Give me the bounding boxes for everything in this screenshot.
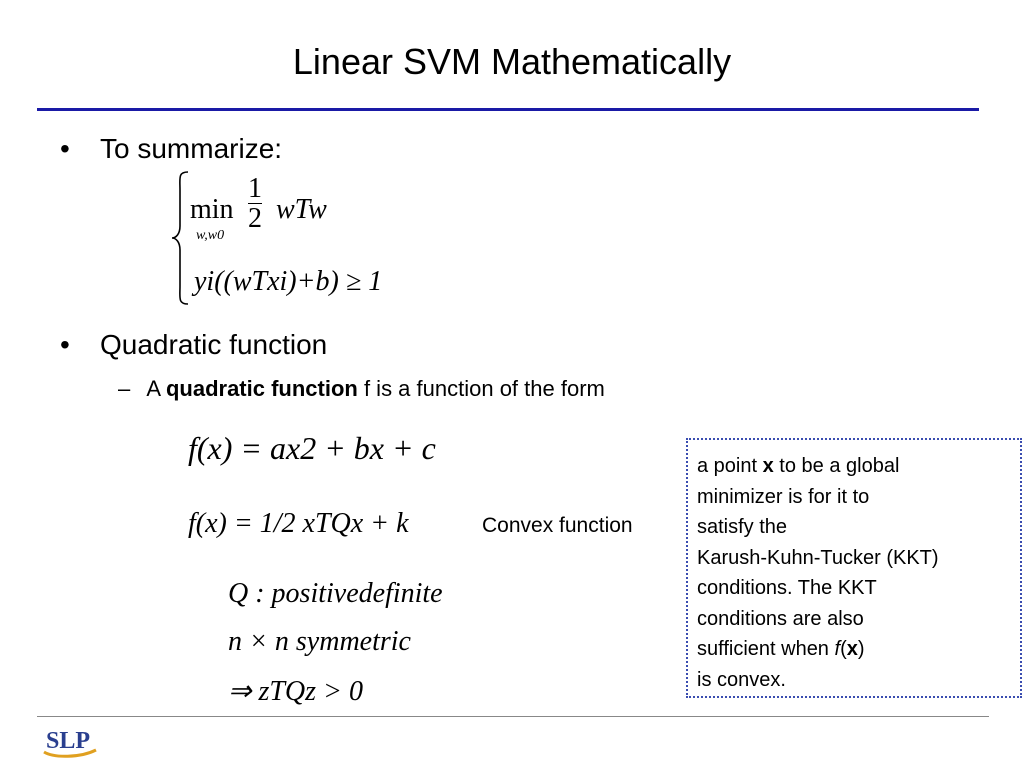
margin-constraint: yi((wTxi)+b) ≥ 1 [194, 266, 383, 297]
convex-function-label: Convex function [482, 514, 633, 537]
fraction-numerator: 1 [248, 173, 262, 204]
kkt-line: minimizer is for it to [697, 485, 870, 508]
kkt-italic-f: f [834, 638, 841, 660]
sub-bullet-prefix: A [146, 376, 166, 401]
kkt-text-part: to be a global [773, 455, 900, 477]
quadratic-matrix-form: f(x) = 1/2 xTQx + k [188, 508, 409, 539]
sub-bullet-marker: – [118, 376, 131, 401]
kkt-text-part: ) [857, 638, 865, 660]
bullet-marker: • [60, 329, 70, 360]
sub-bullet-bold: quadratic function [165, 376, 358, 401]
bullet-marker: • [60, 133, 70, 164]
positive-definite-condition: Q : positivedefinite [228, 578, 443, 609]
sub-bullet-suffix: f is a function of the form [357, 376, 605, 401]
logo-text: SLP [46, 728, 91, 754]
min-operator: min [190, 194, 234, 225]
kkt-line: conditions. The KKT [697, 577, 877, 599]
optimization-problem [170, 170, 470, 310]
kkt-line [697, 634, 1017, 665]
kkt-bold-x: x [762, 455, 774, 477]
objective-expression: wTw [276, 194, 327, 225]
kkt-line: conditions are also [697, 607, 864, 630]
left-brace-icon [170, 170, 192, 306]
kkt-line: satisfy the [697, 516, 788, 538]
fraction-denominator: 2 [248, 203, 262, 235]
min-subscript: w,w0 [196, 228, 225, 243]
bullet-text: To summarize: [100, 133, 283, 164]
kkt-line: Karush-Kuhn-Tucker (KKT) [697, 546, 939, 569]
bullet-text: Quadratic function [100, 329, 328, 360]
symmetric-condition: n × n symmetric [228, 626, 411, 657]
kkt-text-part: a point [697, 455, 763, 477]
sub-bullet-definition [118, 375, 818, 403]
kkt-line: is convex. [697, 668, 786, 691]
kkt-line [697, 451, 1017, 482]
footer-rule [37, 716, 989, 717]
kkt-text-part: ( [840, 638, 847, 660]
kkt-text-part: sufficient when [697, 638, 835, 660]
kkt-bold-x: x [846, 638, 858, 660]
slp-logo-icon [40, 722, 100, 762]
one-half-fraction [248, 174, 262, 234]
kkt-note-text [697, 451, 1017, 695]
quadratic-scalar-form: f(x) = ax2 + bx + c [188, 430, 436, 466]
title-underline [37, 108, 979, 111]
positive-quadratic-form: ⇒ zTQz > 0 [228, 676, 363, 707]
slide-title: Linear SVM Mathematically [292, 41, 732, 82]
